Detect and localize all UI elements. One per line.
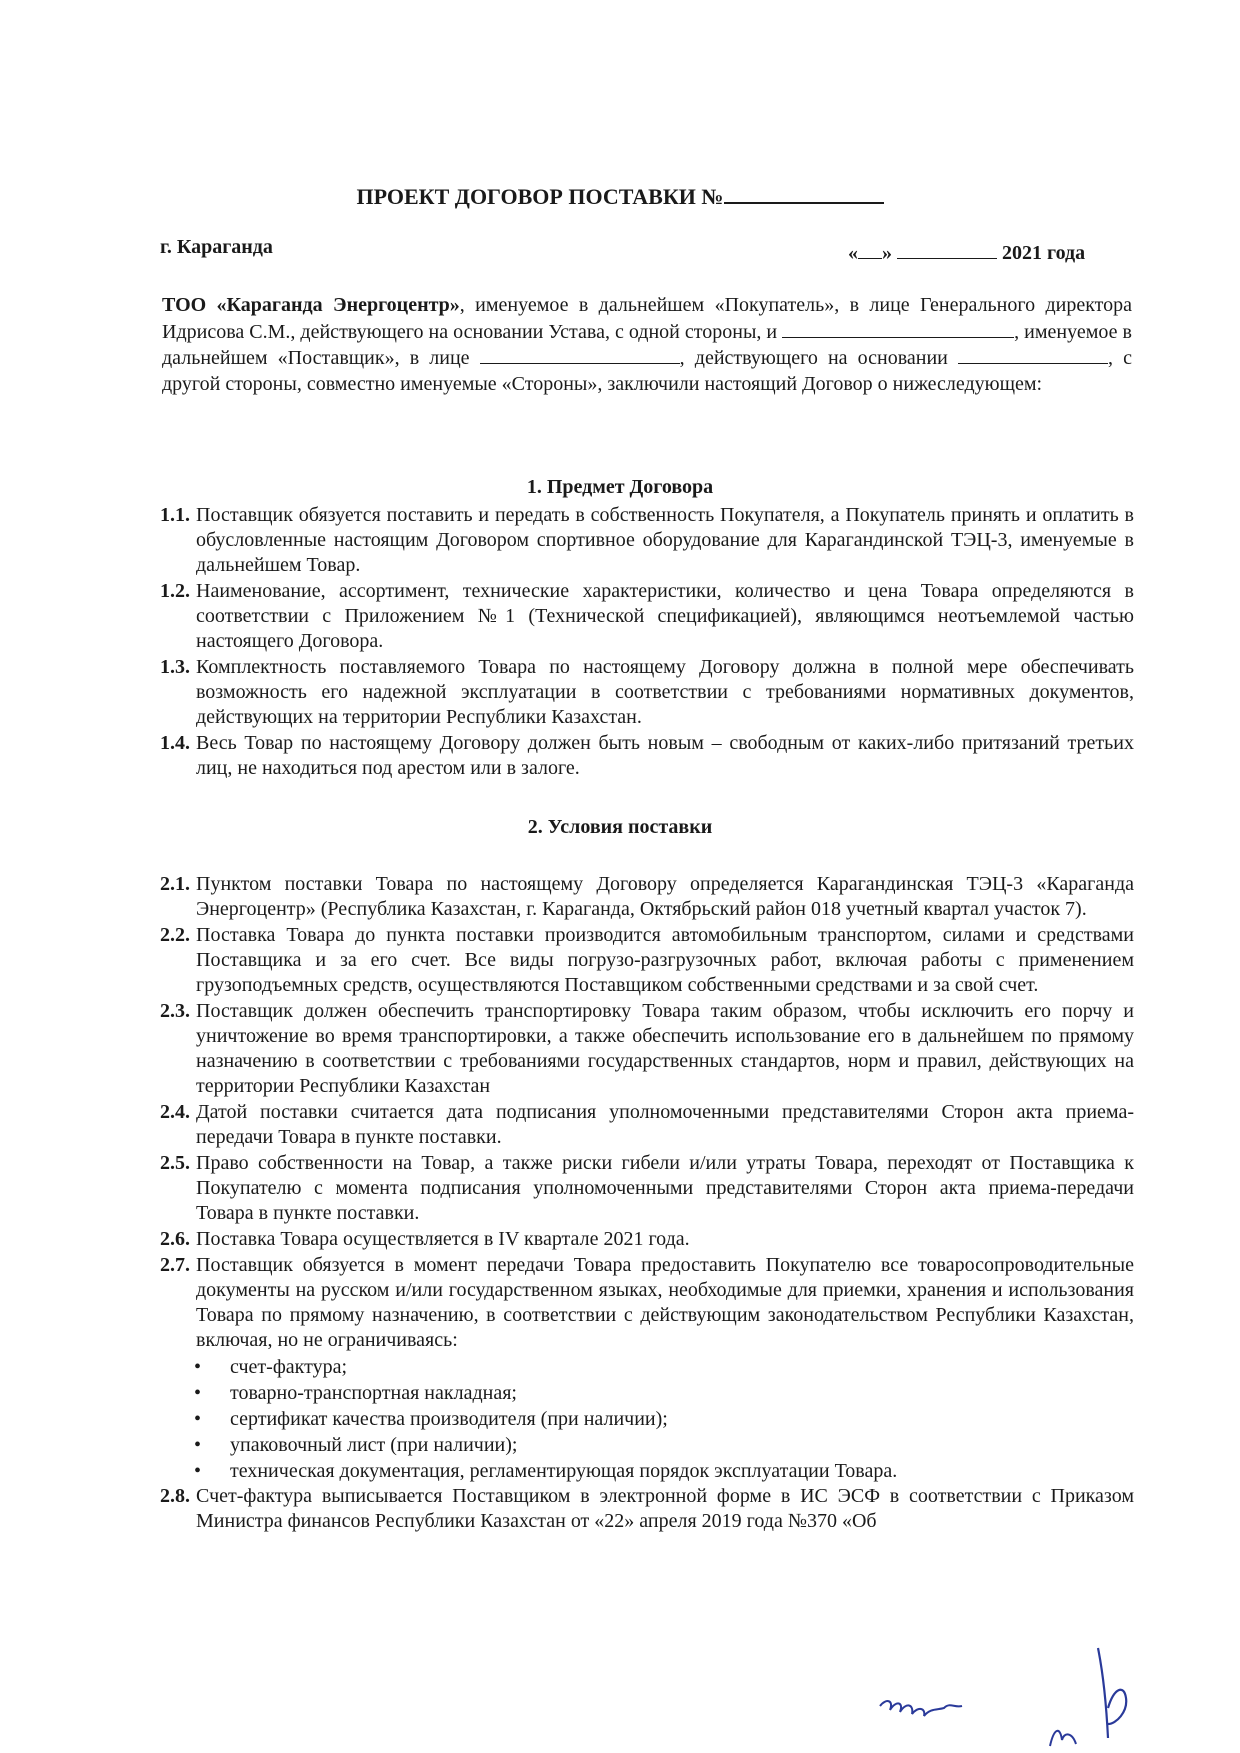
clause [160, 1253, 1134, 1353]
clause-number: 2.3. [160, 1000, 190, 1022]
bullet-icon: • [194, 1434, 202, 1456]
clause-text: Поставщик обязуется в момент передачи Товара предоставить Покупателю все товаросопроводительные документы на русском и/или государственном языках, необходимые для приемки, хранения и использования Товара по прямому назначению, в соответствии с действующим законодательством Республики Казахстан, включая, но не ограничиваясь: [196, 1254, 1134, 1351]
section-2-heading: 2. Условия поставки [527, 816, 713, 838]
section-2-clauses [160, 872, 1134, 1535]
clause [160, 1151, 1134, 1226]
section-1-heading: 1. Предмет Договора [526, 476, 714, 498]
clause-text: Пунктом поставки Товара по настоящему Договору определяется Карагандинская ТЭЦ-3 «Караганда Энергоцентр» (Республика Казахстан, г. Караганда, Октябрьский район 018 учетный квартал участок 7). [196, 873, 1134, 920]
clause [160, 923, 1134, 998]
month-blank [897, 240, 997, 259]
city: г. Караганда [160, 236, 273, 258]
clause-text: Право собственности на Товар, а также риски гибели и/или утраты Товара, переходят от Поставщика к Покупателю с момента подписания уполномоченными представителями Сторон акта приема-передачи Товара в пункте поставки. [196, 1152, 1134, 1224]
date-open-quote: « [848, 242, 858, 264]
date-close-quote: » [882, 242, 892, 264]
clause [160, 1227, 1134, 1252]
clause-text: Поставка Товара до пункта поставки производится автомобильным транспортом, силами и средствами Поставщика и за его счет. Все виды погрузо-разгрузочных работ, включая работы с применением грузоподъемных средств, осуществляются Поставщиком собственными средствами и за свой счет. [196, 924, 1134, 996]
clause-number: 2.6. [160, 1228, 190, 1250]
clause-text: Наименование, ассортимент, технические характеристики, количество и цена Товара определяются в соответствии с Приложением №1 (Технической спецификацией), являющимся неотъемлемой частью настоящего Договора. [196, 580, 1134, 652]
documents-list [160, 1354, 1134, 1484]
representative-blank [480, 345, 680, 364]
list-item [160, 1432, 1134, 1458]
clause [160, 1100, 1134, 1150]
list-item-text: товарно-транспортная накладная; [230, 1382, 517, 1404]
list-item-text: счет-фактура; [230, 1356, 348, 1378]
list-item [160, 1406, 1134, 1432]
clause-number: 1.3. [160, 656, 190, 678]
list-item-text: упаковочный лист (при наличии); [230, 1434, 518, 1456]
clause [160, 731, 1134, 781]
clause [160, 999, 1134, 1099]
clause-number: 2.7. [160, 1254, 190, 1276]
title-text: ПРОЕКТ ДОГОВОР ПОСТАВКИ № [356, 184, 724, 209]
clause [160, 872, 1134, 922]
preamble-text-4: , с другой стороны, совместно именуемые «Стороны», заключили настоящий Договор о нижеследующем: [162, 347, 1132, 395]
clause [160, 1484, 1134, 1534]
clause-number: 2.8. [160, 1485, 190, 1507]
clause-text: Поставка Товара осуществляется в IV квартале 2021 года. [196, 1228, 690, 1250]
bullet-icon: • [194, 1408, 202, 1430]
list-item [160, 1458, 1134, 1484]
supplier-name-blank [782, 319, 1014, 338]
clause-number: 2.5. [160, 1152, 190, 1174]
day-blank [858, 240, 882, 259]
section-1-clauses [160, 503, 1134, 782]
preamble-text-1: , именуемое в дальнейшем «Покупатель», в лице Генерального директора Идрисова С.М., действующего на основании Устава, с одной стороны, и [162, 294, 1133, 343]
clause-number: 1.1. [160, 504, 190, 526]
clause-text: Комплектность поставляемого Товара по настоящему Договору должна в полной мере обеспечивать возможность его надежной эксплуатации в соответствии с требованиями нормативных документов, действующих на территории Республики Казахстан. [196, 656, 1134, 728]
list-item [160, 1354, 1134, 1380]
date-year: 2021 года [1002, 242, 1086, 264]
bullet-icon: • [194, 1460, 202, 1482]
basis-blank [958, 345, 1108, 364]
clause-text: Счет-фактура выписывается Поставщиком в электронной форме в ИС ЭСФ в соответствии с Приказом Министра финансов Республики Казахстан от «22» апреля 2019 года №370 «Об [196, 1485, 1134, 1532]
preamble-text-3: , действующего на основании [679, 347, 958, 369]
clause-text: Поставщик должен обеспечить транспортировку Товара таким образом, чтобы исключить его порчу и уничтожение во время транспортировки, а также обеспечить использование его в дальнейшем по прямому назначению в соответствии с требованиями государственных стандартов, норм и правил, действующих на территории Республики Казахстан [196, 1000, 1134, 1097]
clause [160, 579, 1134, 654]
clause-text: Весь Товар по настоящему Договору должен быть новым – свободным от каких-либо притязаний третьих лиц, не находиться под арестом или в залоге. [196, 732, 1134, 779]
clause [160, 655, 1134, 730]
clause-number: 2.1. [160, 873, 190, 895]
clause-number: 2.4. [160, 1101, 190, 1123]
buyer-name: ТОО «Караганда Энергоцентр» [162, 294, 460, 316]
preamble-text-2: , именуемое в дальнейшем «Поставщик», в лице [162, 320, 1132, 369]
clause-number: 2.2. [160, 924, 190, 946]
clause-text: Датой поставки считается дата подписания уполномоченными представителями Сторон акта приема-передачи Товара в пункте поставки. [196, 1101, 1134, 1148]
clause-number: 1.2. [160, 580, 190, 602]
bullet-icon: • [194, 1382, 202, 1404]
contract-date [848, 240, 1085, 265]
clause-number: 1.4. [160, 732, 190, 754]
contract-number-blank [724, 182, 884, 204]
bullet-icon: • [194, 1356, 202, 1378]
preamble [162, 293, 1132, 397]
list-item-text: техническая документация, регламентирующая порядок эксплуатации Товара. [230, 1460, 898, 1482]
clause [160, 503, 1134, 578]
document-title [0, 182, 1240, 210]
handwritten-initials-signature [840, 1628, 1140, 1750]
clause-text: Поставщик обязуется поставить и передать в собственность Покупателя, а Покупатель принять и оплатить в обусловленные настоящим Договором спортивное оборудование для Карагандинской ТЭЦ-3, именуемые в дальнейшем Товар. [196, 504, 1134, 576]
list-item-text: сертификат качества производителя (при наличии); [230, 1408, 668, 1430]
list-item [160, 1380, 1134, 1406]
